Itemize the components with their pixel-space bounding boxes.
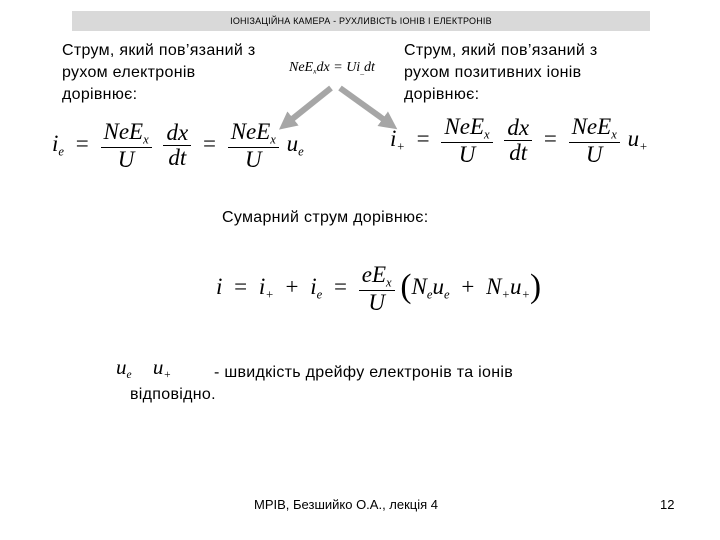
ion-current-formula: $i_+$ = $\frac{NeE_x}{U}$ $\frac{dx}{dt}$ = $\frac{NeE_x}{U}$ $u_+$ <box>390 114 648 167</box>
footer-author: МРІВ, Безшийко О.А., лекція 4 <box>254 497 439 512</box>
total-current-title: Сумарний струм дорівнює: <box>222 209 429 226</box>
electron-desc-line1: Струм, який пов’язаний з <box>62 42 256 59</box>
total-current-formula: $i = i_+ + i_e$ = $\frac{eE_x}{U}$ $(N_eu_e + N_+u_+)$ <box>216 262 542 315</box>
drift-velocity-symbols: $u_e$ $u_+$ <box>116 355 172 382</box>
left-arrow <box>286 88 331 124</box>
slide-header: ІОНІЗАЦІЙНА КАМЕРА - РУХЛИВІСТЬ ІОНІВ І ЕЛЕКТРОНІВ <box>72 11 650 31</box>
right-arrow <box>340 88 390 124</box>
relation-formula: $NeE_xdx = Ui_{\_}dt$ <box>289 60 375 76</box>
ion-desc-line3: дорівнює: <box>404 86 480 103</box>
drift-velocity-note-line2: відповідно. <box>130 386 216 403</box>
ion-desc-line1: Струм, який пов’язаний з <box>404 42 598 59</box>
drift-velocity-note-line1: - швидкість дрейфу електронів та іонів <box>214 364 514 381</box>
page-number: 12 <box>660 497 675 512</box>
electron-desc-line3: дорівнює: <box>62 86 138 103</box>
electron-desc-line2: рухом електронів <box>62 64 196 81</box>
electron-current-formula: $i_e$ = $\frac{NeE_x}{U}$ $\frac{dx}{dt}$ = $\frac{NeE_x}{U}$ $u_e$ <box>52 119 304 172</box>
ion-desc-line2: рухом позитивних іонів <box>404 64 582 81</box>
